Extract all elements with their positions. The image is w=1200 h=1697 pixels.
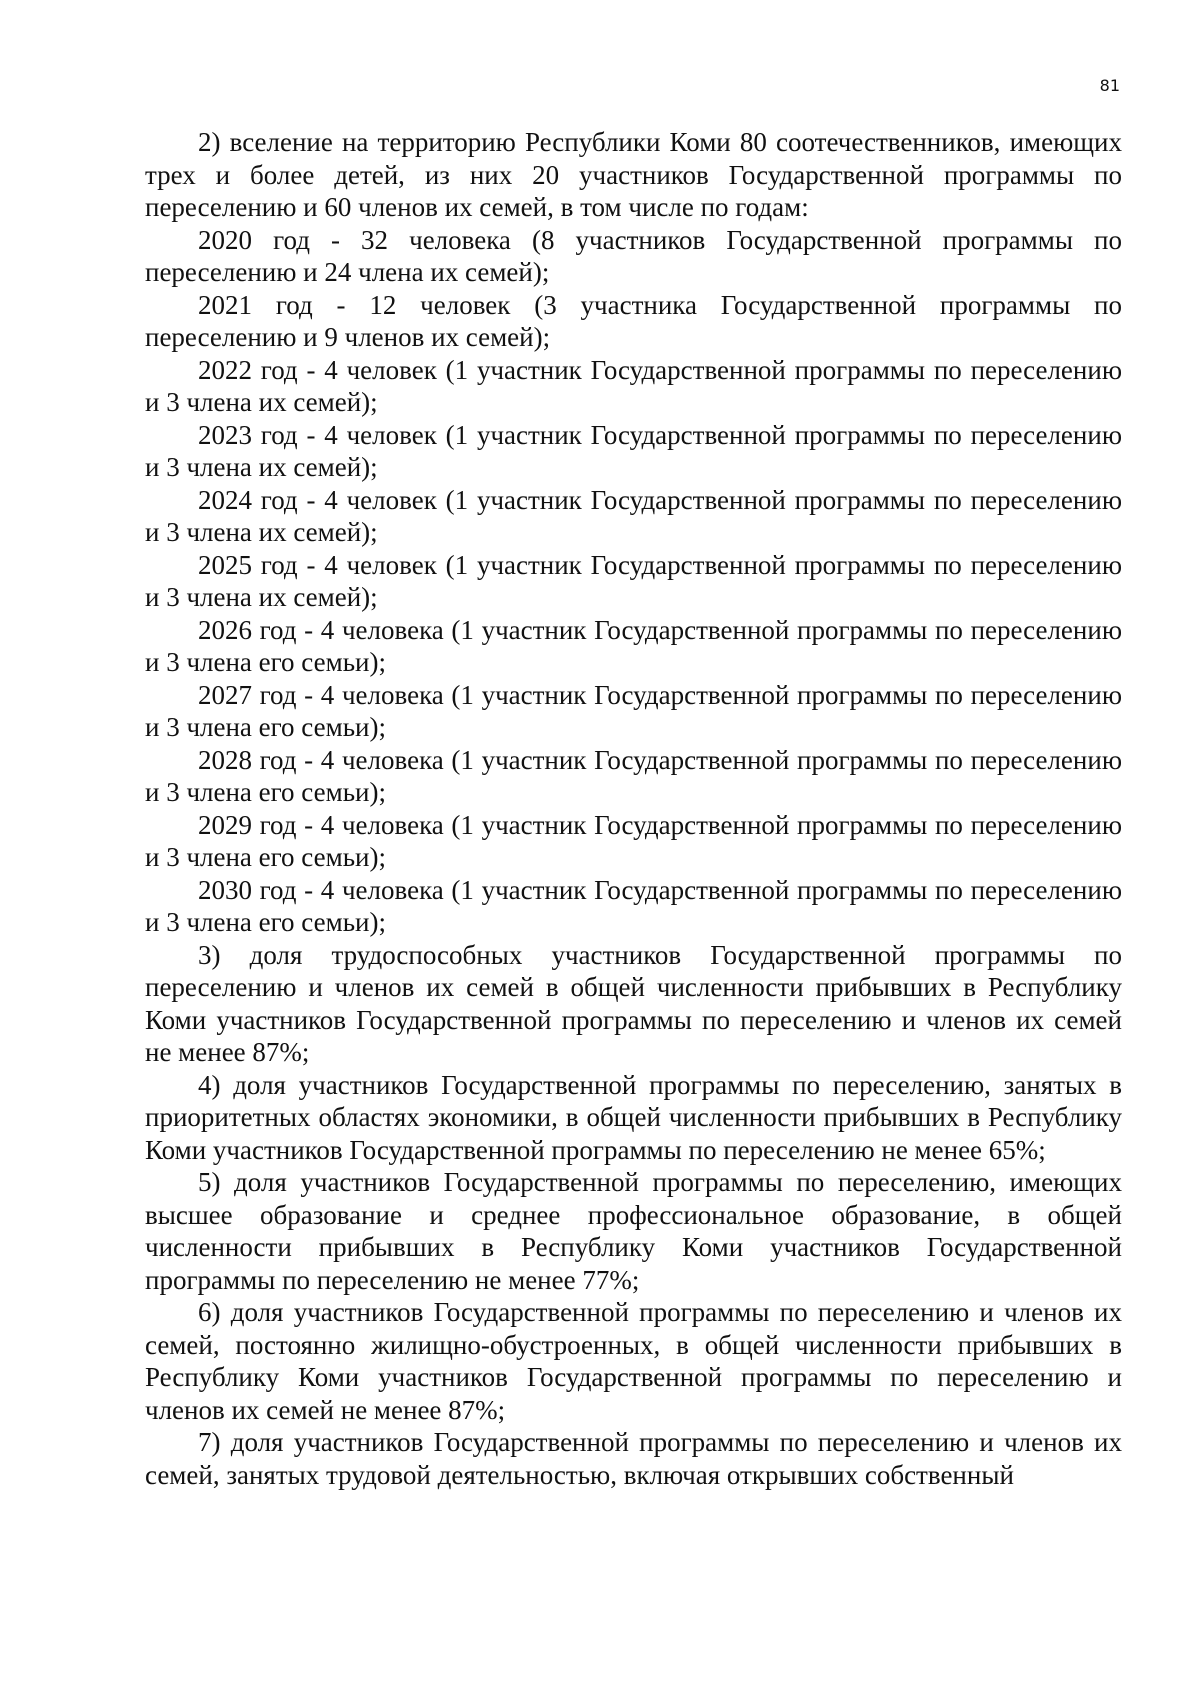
year-item-2029: 2029 год - 4 человека (1 участник Государственной программы по переселению и 3 члена его семьи); [145, 809, 1122, 872]
paragraph-item-7: 7) доля участников Государственной программы по переселению и членов их семей, занятых трудовой деятельностью, включая открывших собственный [145, 1427, 1122, 1490]
paragraph-item-3: 3) доля трудоспособных участников Государственной программы по переселению и членов их семей в общей численности прибывших в Республику Коми участников Государственной программы по переселению и членов их семей не менее 87%; [145, 939, 1122, 1067]
paragraph-item-4: 4) доля участников Государственной программы по переселению, занятых в приоритетных областях экономики, в общей численности прибывших в Республику Коми участников Государственной программы по переселению не менее 65%; [145, 1069, 1122, 1165]
year-item-2022: 2022 год - 4 человек (1 участник Государственной программы по переселению и 3 члена их семей); [145, 354, 1122, 417]
year-item-2030: 2030 год - 4 человека (1 участник Государственной программы по переселению и 3 члена его семьи); [145, 874, 1122, 937]
page-number: 81 [1099, 76, 1120, 95]
paragraph-item-5: 5) доля участников Государственной программы по переселению, имеющих высшее образование и среднее профессиональное образование, в общей численности прибывших в Республику Коми участников Государственной программы по переселению не менее 77%; [145, 1167, 1122, 1295]
year-item-2021: 2021 год - 12 человек (3 участника Государственной программы по переселению и 9 членов их семей); [145, 289, 1122, 352]
year-item-2025: 2025 год - 4 человек (1 участник Государственной программы по переселению и 3 члена их семей); [145, 549, 1122, 612]
paragraph-item-2: 2) вселение на территорию Республики Коми 80 соотечественников, имеющих трех и более детей, из них 20 участников Государственной программы по переселению и 60 членов их семей, в том числе по годам: [145, 127, 1122, 222]
document-body [145, 126, 1122, 1491]
year-item-2020: 2020 год - 32 человека (8 участников Государственной программы по переселению и 24 члена их семей); [145, 224, 1122, 287]
year-item-2026: 2026 год - 4 человека (1 участник Государственной программы по переселению и 3 члена его семьи); [145, 614, 1122, 677]
year-item-2028: 2028 год - 4 человека (1 участник Государственной программы по переселению и 3 члена его семьи); [145, 744, 1122, 807]
year-item-2027: 2027 год - 4 человека (1 участник Государственной программы по переселению и 3 члена его семьи); [145, 679, 1122, 742]
paragraph-item-6: 6) доля участников Государственной программы по переселению и членов их семей, постоянно жилищно-обустроенных, в общей численности прибывших в Республику Коми участников Государственной программы по переселению и членов их семей не менее 87%; [145, 1297, 1122, 1425]
year-item-2023: 2023 год - 4 человек (1 участник Государственной программы по переселению и 3 члена их семей); [145, 419, 1122, 482]
year-item-2024: 2024 год - 4 человек (1 участник Государственной программы по переселению и 3 члена их семей); [145, 484, 1122, 547]
